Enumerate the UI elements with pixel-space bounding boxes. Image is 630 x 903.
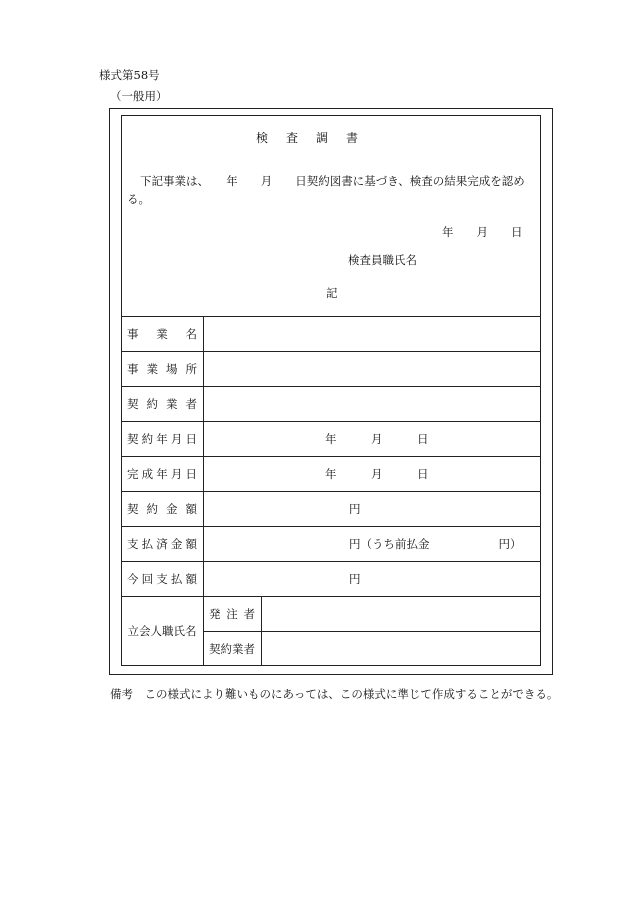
row-label-contract-amount: 契約金額 — [127, 501, 197, 516]
completion-date-value: 年 月 日 — [325, 467, 429, 481]
inspection-date: 年 月 日 — [442, 225, 523, 239]
intro-text-line1: 下記事業は、 年 月 日契約図書に基づき、検査の結果完成を認め — [140, 174, 525, 188]
row-label-completion-date: 完成年月日 — [127, 466, 197, 481]
witness-orderer-label: 発注者 — [209, 606, 255, 621]
current-payment-value: 円 — [349, 572, 361, 586]
document-title: 検 査 調 書 — [256, 131, 362, 145]
ki-label: 記 — [326, 286, 338, 300]
witness-label: 立会人職氏名 — [127, 624, 197, 638]
form-number: 様式第58号 — [99, 68, 160, 82]
row-label-paid-amount: 支払済金額 — [127, 536, 197, 551]
remarks-note: 備考 この様式により難いものにあっては、この様式に準じて作成することができる。 — [110, 687, 559, 701]
witness-sub-rule — [261, 596, 262, 666]
intro-text-line2: る。 — [127, 192, 150, 206]
inspector-label: 検査員職氏名 — [348, 253, 417, 267]
witness-contractor-label: 契約業者 — [209, 641, 255, 656]
contract-amount-value: 円 — [349, 502, 361, 516]
row-label-current-payment: 今回支払額 — [127, 571, 197, 586]
row-label-contractor: 契約業者 — [127, 396, 197, 411]
row-label-contract-date: 契約年月日 — [127, 431, 197, 446]
row-label-business-place: 事業場所 — [127, 361, 197, 376]
contract-date-value: 年 月 日 — [325, 432, 429, 446]
row-label-business-name: 事業名 — [127, 326, 197, 341]
form-variant: （一般用） — [110, 89, 168, 103]
paid-amount-value: 円（うち前払金 円） — [349, 537, 522, 551]
